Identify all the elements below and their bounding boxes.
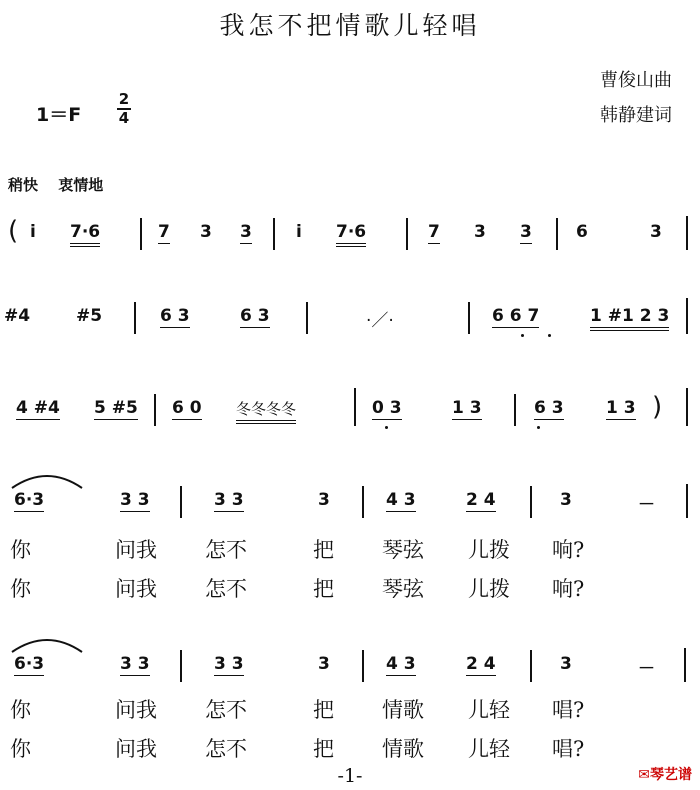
barline [556,218,558,250]
note-group: 5 #5 [94,398,138,418]
barline [134,302,136,334]
barline [686,298,688,334]
lyric: 情歌 [382,737,424,761]
lyric: 响? [552,538,585,562]
note-group: 1 3 [452,398,482,418]
note-group: 3 3 [120,654,150,674]
note: 3 [560,490,572,510]
lyric: 问我 [115,538,157,562]
note: 3 [318,654,330,674]
note-group: 4 #4 [16,398,60,418]
note-group: 6 6 7 [492,306,540,326]
meter-bottom: 4 [118,109,130,127]
low-octave-dot [548,334,551,337]
lyric: 唱? [552,698,585,722]
barline [684,648,686,682]
drum-syllables: 冬冬冬冬 [236,398,296,424]
barline [514,394,516,426]
dash-hold: － [638,659,655,679]
note-group: 7·6 [70,222,100,247]
note-group: 6·3 [14,654,45,674]
meter-top: 2 [118,90,130,108]
note-group: 6 3 [534,398,564,418]
note: i [30,222,36,242]
lyric: 你 [10,698,31,722]
note: 3 [650,222,662,242]
note-group: 1 #1 2 3 [590,306,669,331]
slur-arc [10,470,84,490]
tempo-marking: 稍快 衷情地 [8,176,104,194]
lyric: 儿拨 [468,577,510,601]
lyricist-credit: 韩静建词 [600,105,672,126]
lyric: 唱? [552,737,585,761]
barline [306,302,308,334]
lyric: 把 [313,577,334,601]
lyric: 你 [10,577,31,601]
lyric: 怎不 [205,737,247,761]
lyric: 儿拨 [468,538,510,562]
repeat-measure-sign: ·／· [366,311,394,331]
barline [686,388,688,426]
note-group: 1 3 [606,398,636,418]
note: 3 [474,222,486,242]
barline [468,302,470,334]
key-signature: 1＝F [36,104,82,126]
dash-hold: － [638,495,655,515]
lyric: 把 [313,737,334,761]
note-group: 6 3 [240,306,270,326]
lyric: 把 [313,538,334,562]
barline [530,650,532,682]
lyric: 怎不 [205,538,247,562]
lyric: 情歌 [382,698,424,722]
note: 3 [318,490,330,510]
note-group: 2 4 [466,490,496,510]
lyric: 怎不 [205,698,247,722]
barline [273,218,275,250]
lyric: 儿轻 [468,737,510,761]
barline [362,486,364,518]
site-watermark [638,764,692,784]
note-group: 3 3 [214,490,244,510]
note: 7 [158,222,170,242]
barline [686,484,688,518]
note: 3 [200,222,212,242]
lyric: 问我 [115,577,157,601]
lyric: 琴弦 [382,538,424,562]
barline [180,486,182,518]
note-group: 4 3 [386,654,416,674]
watermark-logo-icon: ✉︎ [638,767,650,783]
note-group: 2 4 [466,654,496,674]
song-title: 我怎不把情歌儿轻唱 [219,11,481,40]
note: #4 [4,306,31,326]
barline [406,218,408,250]
low-octave-dot [537,426,540,429]
lyric: 琴弦 [382,577,424,601]
lyric: 你 [10,538,31,562]
note: 3 [240,222,252,242]
barline [140,218,142,250]
note-group: 3 3 [214,654,244,674]
barline [686,216,688,250]
note: 6 [576,222,588,242]
note-group: 6 0 [172,398,202,418]
note-group: 6 3 [160,306,190,326]
page-number: -1- [337,765,363,787]
lyric: 把 [313,698,334,722]
note: 3 [520,222,532,242]
time-signature [117,91,131,127]
lyric: 问我 [115,698,157,722]
barline [530,486,532,518]
lyric: 儿轻 [468,698,510,722]
lyric: 怎不 [205,577,247,601]
note: 7 [428,222,440,242]
lyric: 响? [552,577,585,601]
note-group: 4 3 [386,490,416,510]
note-group: 6·3 [14,490,45,510]
watermark-text: 琴艺谱 [650,767,692,783]
composer-credit: 曹俊山曲 [600,70,672,91]
close-paren: ) [652,392,663,422]
lyric: 你 [10,737,31,761]
note-group: 7·6 [336,222,366,247]
note-group: 0 3 [372,398,402,418]
barline [354,388,356,426]
low-octave-dot [521,334,524,337]
slur-arc [10,634,84,654]
note-group: 3 3 [120,490,150,510]
barline [180,650,182,682]
note: 3 [560,654,572,674]
barline [154,394,156,426]
note: #5 [76,306,103,326]
barline [362,650,364,682]
low-octave-dot [385,426,388,429]
note: i [296,222,302,242]
lyric: 问我 [115,737,157,761]
open-paren: ( [8,216,19,246]
